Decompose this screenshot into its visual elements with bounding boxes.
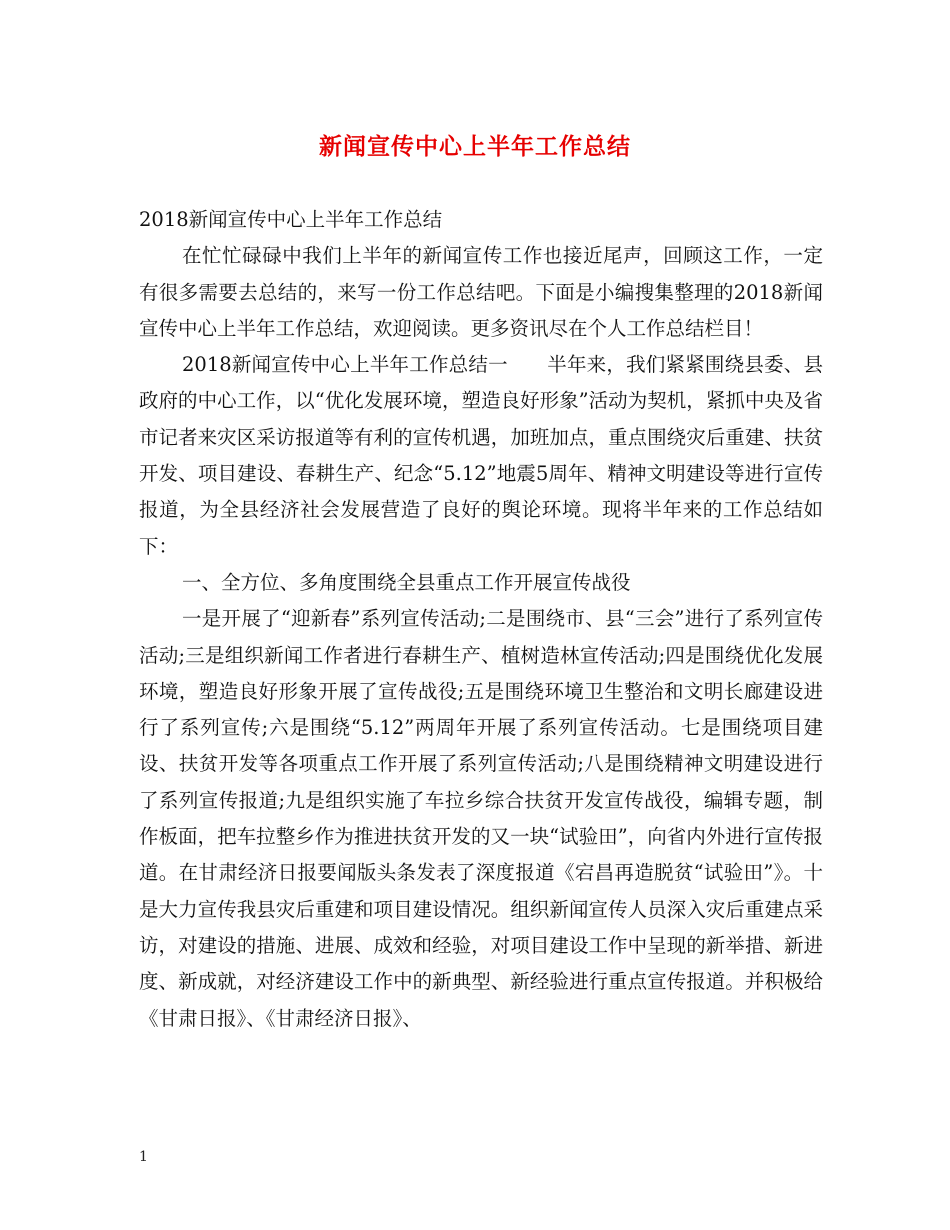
document-body	[139, 202, 823, 1037]
page-number: 1	[139, 1149, 148, 1165]
section-heading: 一、全方位、多角度围绕全县重点工作开展宣传战役	[182, 570, 631, 594]
intro-paragraph: 在忙忙碌碌中我们上半年的新闻宣传工作也接近尾声，回顾这工作，一定有很多需要去总结的，来写一份工作总结吧。下面是小编搜集整理的2018新闻宣传中心上半年工作总结，欢迎阅读。更多资讯尽在个人工作总结栏目！	[139, 244, 823, 340]
subtitle-line: 2018新闻宣传中心上半年工作总结	[139, 208, 443, 231]
document-title: 新闻宣传中心上半年工作总结	[319, 134, 631, 160]
section-paragraph: 一是开展了“迎新春”系列宣传活动;二是围绕市、县“三会”进行了系列宣传活动;三是组织新闻工作者进行春耕生产、植树造林宣传活动;四是围绕优化发展环境，塑造良好形象开展了宣传战役;五是围绕环境卫生整治和文明长廊建设进行了系列宣传;六是围绕“5.12”两周年开展了系列宣传活动。七是围绕项目建设、扶贫开发等各项重点工作开展了系列宣传活动;八是围绕精神文明建设进行了系列宣传报道;九是组织实施了车拉乡综合扶贫开发宣传战役，编辑专题，制作板面，把车拉整乡作为推进扶贫开发的又一块“试验田”，向省内外进行宣传报道。在甘肃经济日报要闻版头条发表了深度报道《宕昌再造脱贫“试验田”》。十是大力宣传我县灾后重建和项目建设情况。组织新闻宣传人员深入灾后重建点采访，对建设的措施、进展、成效和经验，对项目建设工作中呈现的新举措、新进度、新成就，对经济建设工作中的新典型、新经验进行重点宣传报道。并积极给《甘肃日报》、《甘肃经济日报》、	[139, 607, 823, 1030]
summary-paragraph: 2018新闻宣传中心上半年工作总结一 半年来，我们紧紧围绕县委、县政府的中心工作，以“优化发展环境，塑造良好形象”活动为契机，紧抓中央及省市记者来灾区采访报道等有利的宣传机遇，加班加点，重点围绕灾后重建、扶贫开发、项目建设、春耕生产、纪念“5.12”地震5周年、精神文明建设等进行宣传报道，为全县经济社会发展营造了良好的舆论环境。现将半年来的工作总结如下：	[139, 353, 823, 558]
